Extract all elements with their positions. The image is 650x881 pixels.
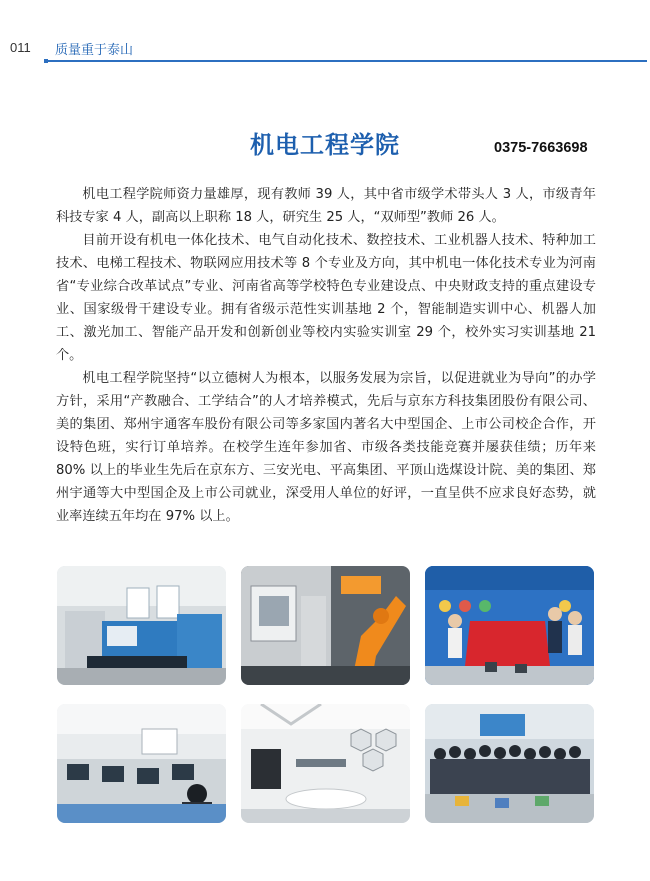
body-text bbox=[56, 183, 596, 528]
section-title: 质量重于泰山 bbox=[55, 43, 134, 58]
lab-equipment-photo bbox=[57, 566, 226, 685]
header-rule bbox=[47, 60, 647, 62]
page-number: 011 bbox=[10, 40, 31, 55]
industrial-robot-photo bbox=[241, 566, 410, 685]
page-header bbox=[0, 36, 650, 64]
group-photo-with-robots bbox=[425, 704, 594, 823]
paragraph-philosophy: 机电工程学院坚持“以立德树人为根本，以服务发展为宗旨，以促进就业为导向”的办学方针，采用“产教融合、工学结合”的人才培养模式，先后与京东方科技集团股份有限公司、美的集团、郑州宇通客车股份有限公司等多家国内著名大中型国企、上市公司校企合作，开设特色班，实行订单培养。在校学生连年参加省、市级各类技能竞赛并屡获佳绩；历年来 80% 以上的毕业生先后在京东方、三安光电、平高集团、平顶山选煤设计院、美的集团、郑州宇通等大中型国企及上市公司就业，深受用人单位的好评，一直呈供不应求良好态势，就业率连续五年均在 97% 以上。 bbox=[56, 371, 596, 524]
page-title: 机电工程学院 bbox=[250, 131, 400, 159]
paragraph-programs: 目前开设有机电一体化技术、电气自动化技术、数控技术、工业机器人技术、特种加工技术、电梯工程技术、物联网应用技术等 8 个专业及方向，其中机电一体化技术专业为河南省“专业综合改革试点”专业、河南省高等学校特色专业建设点、中央财政支持的重点建设专业、国家级骨干建设专业。拥有省级示范性实训基地 2 个，智能制造实训中心、机器人加工、激光加工、智能产品开发和创新创业等校内实验实训室 29 个，校外实习实训基地 21 个。 bbox=[56, 233, 596, 363]
paragraph-faculty: 机电工程学院师资力量雄厚，现有教师 39 人，其中省市级学术带头人 3 人，市级青年科技专家 4 人，副高以上职称 18 人，研究生 25 人，“双师型”教师 26 人。 bbox=[56, 187, 596, 225]
phone-number: 0375-7663698 bbox=[494, 140, 588, 156]
innovation-lab-photo bbox=[241, 704, 410, 823]
robot-competition-team-photo bbox=[425, 566, 594, 685]
computer-lab-photo bbox=[57, 704, 226, 823]
